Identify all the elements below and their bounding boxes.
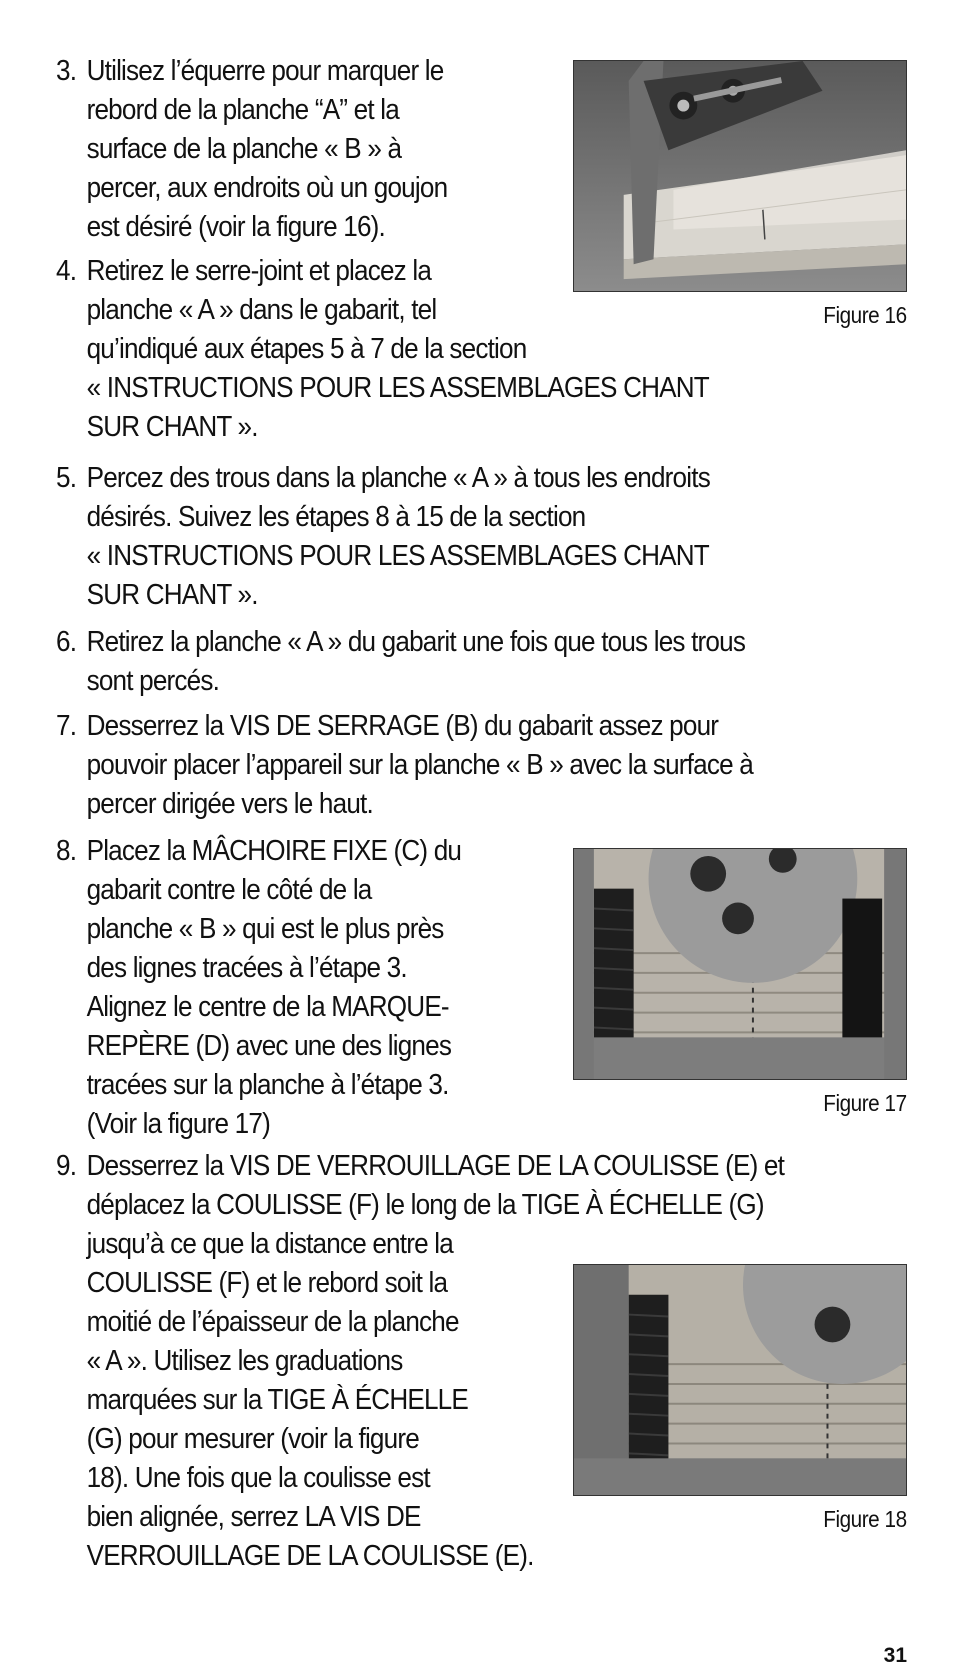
figure-caption: Figure 17 (823, 1090, 907, 1116)
figure-17-photo (573, 848, 907, 1080)
text-line: planche « B » qui est le plus près (86, 913, 444, 945)
text-line: (G) pour mesurer (voir la figure (86, 1423, 419, 1455)
text-line: moitié de l’épaisseur de la planche (86, 1306, 459, 1338)
text-line: « INSTRUCTIONS POUR LES ASSEMBLAGES CHANT (86, 372, 709, 404)
step-text (87, 52, 448, 247)
text-line: percer dirigée vers le haut. (86, 788, 373, 820)
step-number: 7. (56, 710, 77, 742)
step-number: 8. (56, 835, 77, 867)
text-line: Desserrez la VIS DE SERRAGE (B) du gabarit assez pour (86, 710, 719, 742)
step-text (87, 459, 710, 615)
step-number: 9. (56, 1150, 77, 1182)
text-line: COULISSE (F) et le rebord soit la (86, 1267, 448, 1299)
figure-caption: Figure 18 (823, 1506, 907, 1532)
text-line: (Voir la figure 17) (86, 1108, 270, 1140)
text-line: rebord de la planche “A” et la (86, 94, 399, 126)
text-line: VERROUILLAGE DE LA COULISSE (E). (86, 1540, 534, 1572)
text-line: planche « A » dans le gabarit, tel (86, 294, 437, 326)
text-line: bien alignée, serrez LA VIS DE (86, 1501, 421, 1533)
text-line: percer, aux endroits où un goujon (86, 172, 448, 204)
step-number: 6. (56, 626, 77, 658)
text-line: pouvoir placer l’appareil sur la planche « B » avec la surface à (86, 749, 753, 781)
text-line: est désiré (voir la figure 16). (86, 211, 385, 243)
step-number: 5. (56, 462, 77, 494)
text-line: jusqu’à ce que la distance entre la (86, 1228, 453, 1260)
step-text (87, 832, 462, 1144)
text-line: marquées sur la TIGE À ÉCHELLE (86, 1384, 468, 1416)
text-line: REPÈRE (D) avec une des lignes (86, 1030, 452, 1062)
text-line: 18). Une fois que la coulisse est (86, 1462, 430, 1494)
text-line: surface de la planche « B » à (86, 133, 402, 165)
figure-18-photo (573, 1264, 907, 1496)
text-line: déplacez la COULISSE (F) le long de la TIGE À ÉCHELLE (G) (86, 1189, 764, 1221)
text-line: tracées sur la planche à l’étape 3. (86, 1069, 449, 1101)
text-line: SUR CHANT ». (86, 411, 258, 443)
text-line: des lignes tracées à l’étape 3. (86, 952, 407, 984)
step-text (87, 623, 745, 701)
text-line: Retirez le serre-joint et placez la (86, 255, 432, 287)
text-line: gabarit contre le côté de la (86, 874, 372, 906)
text-line: Retirez la planche « A » du gabarit une fois que tous les trous (86, 626, 746, 658)
text-line: Utilisez l’équerre pour marquer le (86, 55, 444, 87)
text-line: Percez des trous dans la planche « A » à tous les endroits (86, 462, 710, 494)
text-line: Alignez le centre de la MARQUE- (86, 991, 449, 1023)
text-line: sont percés. (86, 665, 220, 697)
text-line: désirés. Suivez les étapes 8 à 15 de la section (86, 501, 586, 533)
page-number: 31 (883, 1644, 907, 1667)
step-text (87, 707, 753, 824)
text-line: qu’indiqué aux étapes 5 à 7 de la section (86, 333, 527, 365)
text-line: « INSTRUCTIONS POUR LES ASSEMBLAGES CHANT (86, 540, 709, 572)
figure-caption: Figure 16 (823, 302, 907, 328)
text-line: Placez la MÂCHOIRE FIXE (C) du (86, 835, 462, 867)
step-number: 3. (56, 55, 77, 87)
step-number: 4. (56, 255, 77, 287)
text-line: SUR CHANT ». (86, 579, 258, 611)
text-line: « A ». Utilisez les graduations (86, 1345, 403, 1377)
figure-16-photo (573, 60, 907, 292)
text-line: Desserrez la VIS DE VERROUILLAGE DE LA COULISSE (E) et (86, 1150, 785, 1182)
